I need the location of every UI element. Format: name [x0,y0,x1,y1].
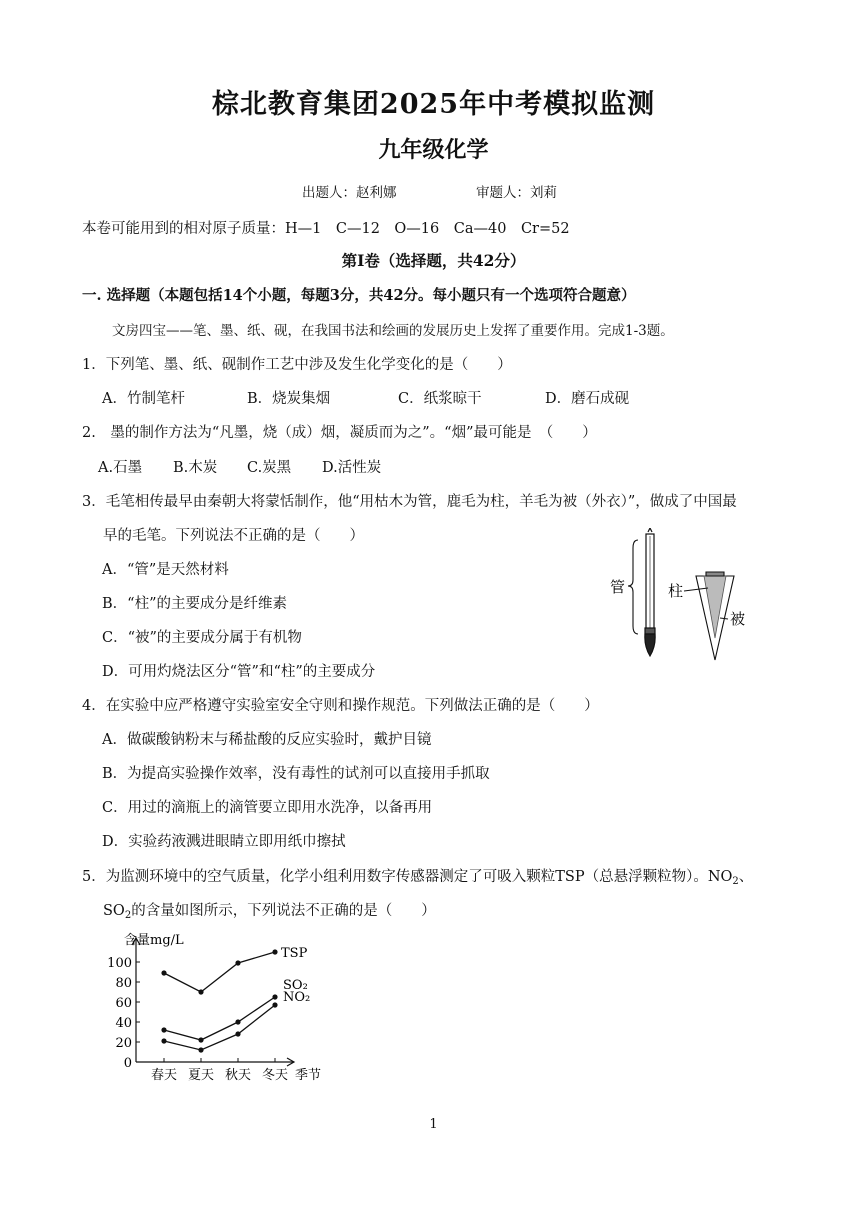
exam-title: 棕北教育集团2025年中考模拟监测 [211,89,656,120]
brush-pen-icon [645,528,655,656]
q1-option-d: D．磨石成砚 [545,391,630,407]
author-line: 出题人：赵利娜 [302,185,397,201]
q3-option-a: A．“管”是天然材料 [102,562,229,578]
x-tick-label: 秋天 [224,1068,252,1083]
q3-option-c: C．“被”的主要成分属于有机物 [102,630,302,646]
q2-option-b: B.木炭 [173,460,218,476]
q5-stem-line2: $SO_2$的含量如图所示，下列说法不正确的是（ ） [103,903,436,921]
q1-option-a: A．竹制笔杆 [102,391,185,407]
series-line [164,1005,275,1050]
y-axis-label: 含量mg/L [124,933,184,948]
atomic-masses-line: 本卷可能用到的相对原子质量：H—1 C—12 O—16 Ca—40 Cr=52 [82,221,570,237]
q3-stem-line2: 早的毛笔。下列说法不正确的是（ ） [103,528,364,544]
part1-title: 第Ⅰ卷（选择题，共42分） [341,251,526,270]
data-point [161,1038,166,1043]
q4-option-c: C．用过的滴瓶上的滴管要立即用水洗净，以备再用 [102,800,433,816]
q1-option-b: B．烧炭集烟 [247,391,331,407]
data-point [235,1031,240,1036]
q1-stem: 1．下列笔、墨、纸、砚制作工艺中涉及发生化学变化的是（ ） [82,357,512,373]
x-tick-label: 春天 [150,1068,178,1083]
series-label: NO₂ [283,990,311,1005]
y-tick-label: 40 [115,1016,132,1031]
data-point [161,970,166,975]
q4-option-d: D．实验药液溅进眼睛立即用纸巾擦拭 [102,834,346,850]
guan-brace [628,540,638,634]
q2-stem: 2. 墨的制作方法为“凡墨，烧（成）烟，凝质而为之”。“烟”最可能是 （ ） [82,425,597,441]
q4-option-b: B．为提高实验操作效率，没有毒性的试剂可以直接用手抓取 [102,766,490,782]
series-line [164,952,275,992]
section-title: 一. 选择题（本题包括14个小题，每题3分，共42分。每小题只有一个选项符合题意） [82,287,636,304]
y-tick-label: 20 [115,1036,132,1051]
q3-option-d: D．可用灼烧法区分“管”和“柱”的主要成分 [102,664,376,680]
q3-option-b: B．“柱”的主要成分是纤维素 [102,596,287,612]
label-zhu: 柱 [668,582,684,600]
series-label: SO₂ [283,978,308,993]
q2-option-c: C.炭黑 [247,460,292,476]
series-label: TSP [281,946,308,961]
passage-text: 文房四宝——笔、墨、纸、砚，在我国书法和绘画的发展历史上发挥了重要作用。完成1-3题。 [112,323,674,339]
air-quality-chart [96,924,346,1090]
data-point [235,960,240,965]
x-tick-label: 冬天 [261,1068,289,1083]
reviewer-line: 审题人：刘莉 [476,185,557,201]
data-point [272,949,277,954]
data-point [198,989,203,994]
q4-option-a: A．做碳酸钠粉末与稀盐酸的反应实验时，戴护目镜 [102,732,432,748]
y-tick-label: 100 [107,956,132,971]
q3-stem-line1: 3．毛笔相传最早由秦朝大将蒙恬制作，他“用枯木为管，鹿毛为柱，羊毛为被（外衣）”，做成了中国最 [82,494,737,510]
q1-option-c: C．纸浆晾干 [398,391,482,407]
q2-option-a: A.石墨 [98,460,143,476]
exam-subtitle: 九年级化学 [378,137,489,163]
q5-stem-line1: 5．为监测环境中的空气质量，化学小组利用数字传感器测定了可吸入颗粒TSP（总悬浮颗粒物）。$NO_2$、 [82,869,754,887]
label-guan: 管 [610,578,626,596]
data-point [198,1047,203,1052]
x-axis-label: 季节 [294,1068,322,1083]
x-tick-label: 夏天 [187,1068,215,1083]
data-point [198,1037,203,1042]
data-point [272,1002,277,1007]
brush-figure [600,528,760,663]
data-point [161,1027,166,1032]
page-number: 1 [429,1117,438,1132]
y-tick-label: 0 [123,1056,132,1071]
y-tick-label: 60 [115,996,132,1011]
q2-option-d: D.活性炭 [322,460,382,476]
q4-stem: 4．在实验中应严格遵守实验室安全守则和操作规范。下列做法正确的是（ ） [82,698,599,714]
y-tick-label: 80 [115,976,132,991]
brush-head-diagram [696,572,734,660]
data-point [272,994,277,999]
data-point [235,1019,240,1024]
label-bei: 被 [730,610,746,628]
